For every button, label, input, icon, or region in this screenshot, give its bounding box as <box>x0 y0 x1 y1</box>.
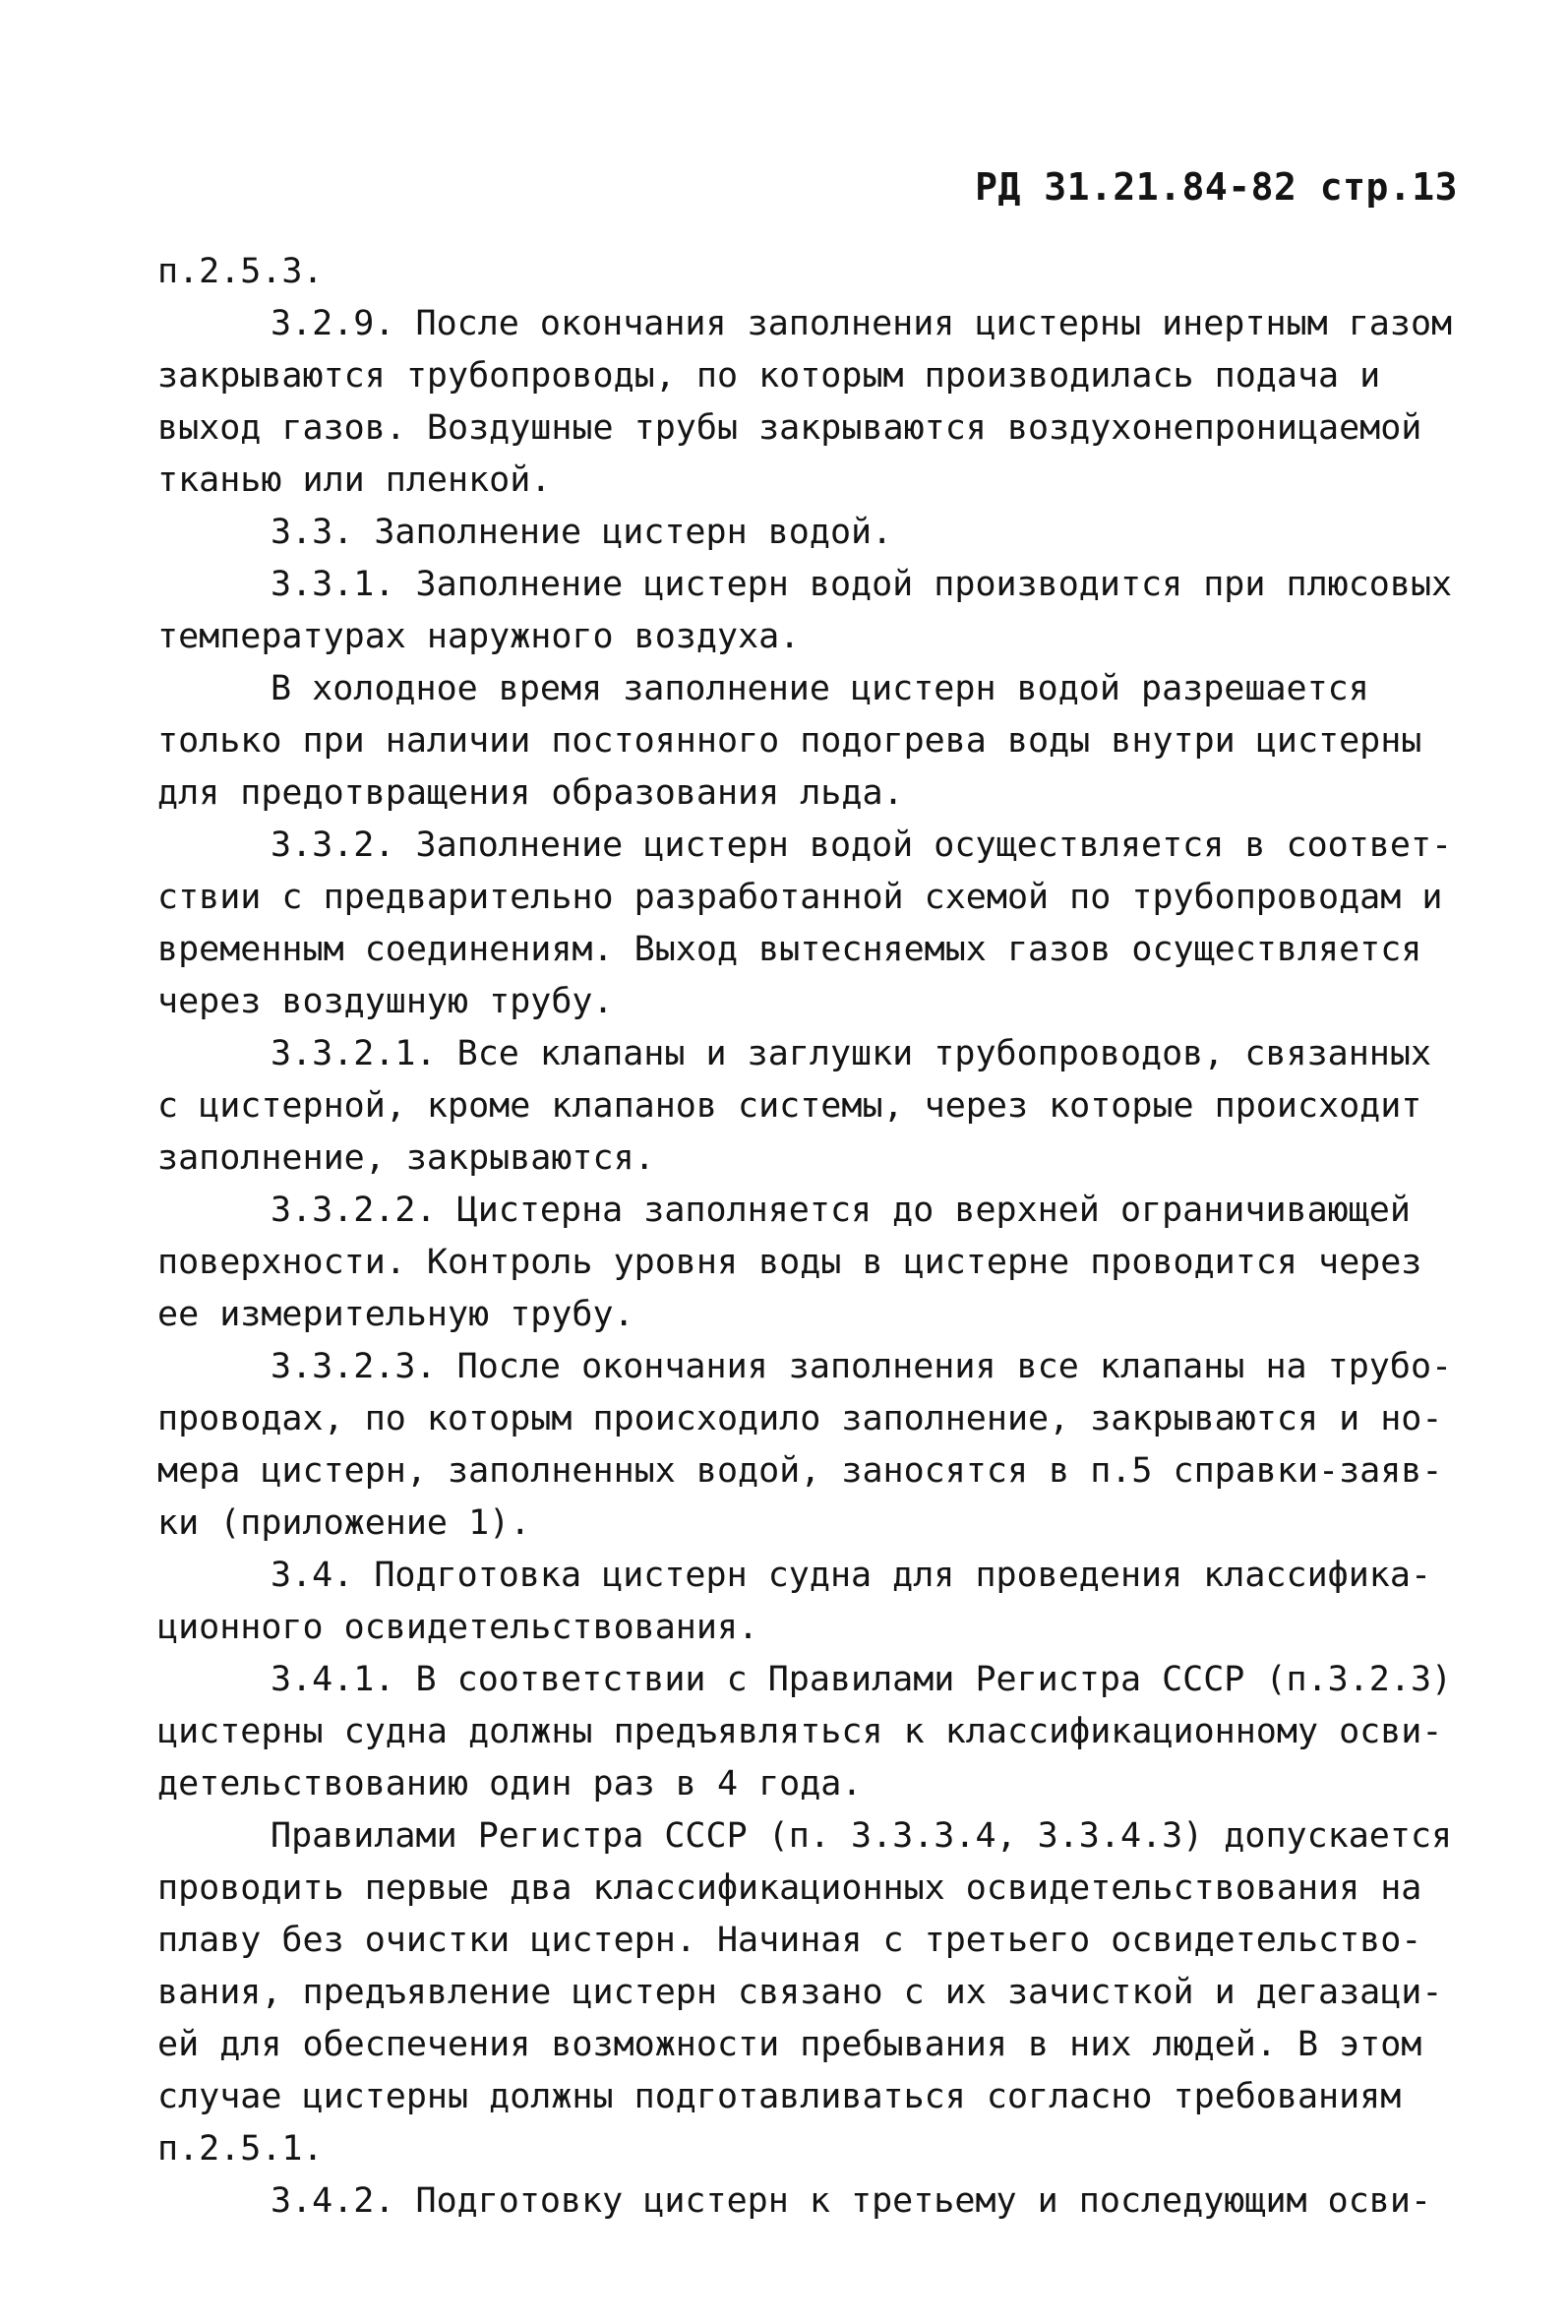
text-line: Правилами Регистра СССР (п. 3.3.3.4, 3.3.4.3) допускается <box>271 1816 1452 1856</box>
text-line: ствии с предварительно разработанной схемой по трубопроводам и <box>157 878 1443 917</box>
text-line: с цистерной, кроме клапанов системы, через которые происходит <box>157 1086 1422 1126</box>
text-line: выход газов. Воздушные трубы закрываются воздухонепроницаемой <box>157 408 1422 448</box>
text-line: 3.4.2. Подготовку цистерн к третьему и последующим осви- <box>271 2181 1432 2221</box>
document-header: РД 31.21.84-82 стр.13 <box>975 165 1458 209</box>
text-line: 3.3.2. Заполнение цистерн водой осуществляется в соответ- <box>271 826 1452 865</box>
text-line: температурах наружного воздуха. <box>157 617 801 656</box>
text-line: 3.3.2.1. Все клапаны и заглушки трубопроводов, связанных <box>271 1034 1432 1073</box>
text-line: ки (приложение 1). <box>157 1503 531 1543</box>
text-line: только при наличии постоянного подогрева воды внутри цистерны <box>157 721 1422 761</box>
text-line: п.2.5.3. <box>157 252 324 291</box>
text-line: для предотвращения образования льда. <box>157 773 904 813</box>
text-line: 3.3.1. Заполнение цистерн водой производится при плюсовых <box>271 565 1452 604</box>
text-line: временным соединениям. Выход вытесняемых газов осуществляется <box>157 930 1422 969</box>
text-line: через воздушную трубу. <box>157 982 614 1021</box>
text-line: поверхности. Контроль уровня воды в цистерне проводится через <box>157 1243 1422 1282</box>
text-line: 3.2.9. После окончания заполнения цистерны инертным газом <box>271 304 1452 343</box>
text-line: закрываются трубопроводы, по которым производилась подача и <box>157 356 1381 396</box>
text-line: ей для обеспечения возможности пребывания в них людей. В этом <box>157 2025 1422 2064</box>
text-line: 3.3.2.2. Цистерна заполняется до верхней ограничивающей <box>271 1191 1411 1230</box>
section-heading: 3.3. Заполнение цистерн водой. <box>271 513 893 552</box>
text-line: В холодное время заполнение цистерн водой разрешается <box>271 669 1369 708</box>
text-line: тканью или пленкой. <box>157 460 552 500</box>
text-line: ее измерительную трубу. <box>157 1295 634 1334</box>
text-line: вания, предъявление цистерн связано с их зачисткой и дегазаци- <box>157 1973 1443 2012</box>
text-line: 3.4.1. В соответствии с Правилами Регистра СССР (п.3.2.3) <box>271 1660 1452 1699</box>
text-line: 3.3.2.3. После окончания заполнения все клапаны на трубо- <box>271 1347 1452 1386</box>
text-line: проводах, по которым происходило заполнение, закрываются и но- <box>157 1399 1443 1438</box>
document-body <box>157 246 1452 2228</box>
text-line: мера цистерн, заполненных водой, заносятся в п.5 справки-заяв- <box>157 1451 1443 1491</box>
text-line: цистерны судна должны предъявляться к классификационному осви- <box>157 1712 1443 1751</box>
text-line: плаву без очистки цистерн. Начиная с третьего освидетельство- <box>157 1921 1422 1960</box>
text-line: проводить первые два классификационных освидетельствования на <box>157 1868 1422 1908</box>
text-line: ционного освидетельствования. <box>157 1608 759 1647</box>
text-line: детельствованию один раз в 4 года. <box>157 1764 863 1804</box>
text-line: п.2.5.1. <box>157 2129 324 2169</box>
text-line: заполнение, закрываются. <box>157 1138 655 1178</box>
text-line: случае цистерны должны подготавливаться согласно требованиям <box>157 2077 1402 2116</box>
section-heading: 3.4. Подготовка цистерн судна для проведения классифика- <box>271 1556 1432 1595</box>
